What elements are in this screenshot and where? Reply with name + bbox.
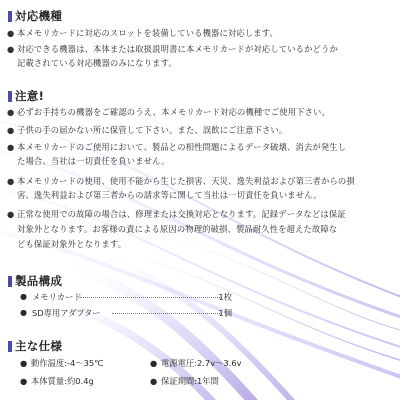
spec-warranty: ● 保証期間:1年間 (150, 376, 219, 386)
spec-weight: ● 本体質量:約0.4g (20, 376, 94, 386)
bullet-icon: ● (20, 376, 28, 386)
caution-line-1: ● 必ずお手持ちの機器をご確認のうえ、本メモリカード対応の機種でご使用下さい。 (7, 107, 330, 117)
heading-marker-icon (8, 91, 12, 102)
bullet-icon: ● (7, 44, 15, 54)
caution-line-7: ● 正常な使用での故障の場合は、修理または交換対応となります。記録データなどは保証 (7, 209, 346, 219)
spec-value: 約0.4g (67, 376, 94, 386)
caution-line-5: ● 本メモリカードの使用、使用不能から生じた損害、天災、逸失利益および第三者からの損 (7, 176, 355, 186)
spec-operating-temp: ● 動作温度:-4～35℃ (20, 358, 104, 368)
bullet-icon: ● (7, 209, 15, 219)
bullet-icon: ● (150, 376, 158, 386)
bullet-icon: ● (150, 358, 158, 368)
section-title: 主な仕様 (15, 339, 63, 353)
caution-line-6: 害、逸失利益および第三者からの請求等に関して当社は一切責任を負いません。 (17, 190, 322, 200)
contents-item-memory-card (20, 291, 232, 303)
item-label: SD専用アダプター (32, 308, 101, 318)
leader-dots (80, 297, 222, 298)
spec-label: 電源電圧 (161, 358, 195, 368)
bullet-icon: ● (7, 28, 15, 38)
compat-line-3: 記載されている対応機器のみになります。 (17, 58, 177, 68)
heading-marker-icon (8, 11, 12, 22)
bullet-icon: ● (20, 308, 27, 317)
caution-line-4: た場合、当社は一切責任を負いません。 (17, 156, 170, 166)
item-label: メモリカード (32, 292, 82, 302)
section-title: 製品構成 (15, 274, 63, 288)
bullet-icon: ● (20, 358, 28, 368)
caution-line-8: 対象外となります。お客様の責による原因の物理的破損、製品耐久性を超えた故障な (17, 224, 338, 234)
spec-supply-voltage: ● 電源電圧:2.7v～3.6v (150, 358, 242, 368)
spec-label: 動作温度 (31, 358, 65, 368)
bullet-icon: ● (7, 142, 15, 152)
spec-value: 2.7v～3.6v (197, 358, 242, 368)
compat-line-2: ● 対応できる機器は、本体または取扱説明書に本メモリカードが対応しているかどうか (7, 44, 338, 54)
caution-line-2: ● 子供の手の届かない所に保管して下さい。また、誤飲にご注意下さい。 (7, 125, 288, 135)
leader-dots (112, 313, 222, 314)
item-quantity: 1枚 (218, 292, 232, 302)
section-heading-specs (8, 339, 62, 353)
item-quantity: 1個 (218, 308, 232, 318)
bullet-icon: ● (7, 125, 15, 135)
bullet-icon: ● (7, 107, 15, 117)
section-heading-caution (8, 89, 44, 103)
caution-line-9: ども保証対象外となります。 (17, 239, 127, 249)
section-heading-compat (8, 9, 62, 23)
compat-line-1: ● 本メモリカードに対応のスロットを装備している機器に対応します。 (7, 28, 278, 38)
spec-label: 本体質量 (31, 376, 65, 386)
heading-marker-icon (8, 276, 12, 287)
bullet-icon: ● (7, 176, 15, 186)
section-title: 対応機種 (15, 9, 63, 23)
spec-label: 保証期間 (161, 376, 195, 386)
bullet-icon: ● (20, 292, 27, 301)
heading-marker-icon (8, 341, 12, 352)
section-heading-contents (8, 274, 62, 288)
caution-line-3: ● 本メモリカードのご使用において、製品との相性問題によるデータ破壊、消去が発生し (7, 142, 347, 152)
contents-item-sd-adapter (20, 307, 232, 319)
section-title: 注意! (15, 89, 45, 103)
spec-value: -4～35℃ (67, 358, 104, 368)
spec-value: 1年間 (197, 376, 219, 386)
